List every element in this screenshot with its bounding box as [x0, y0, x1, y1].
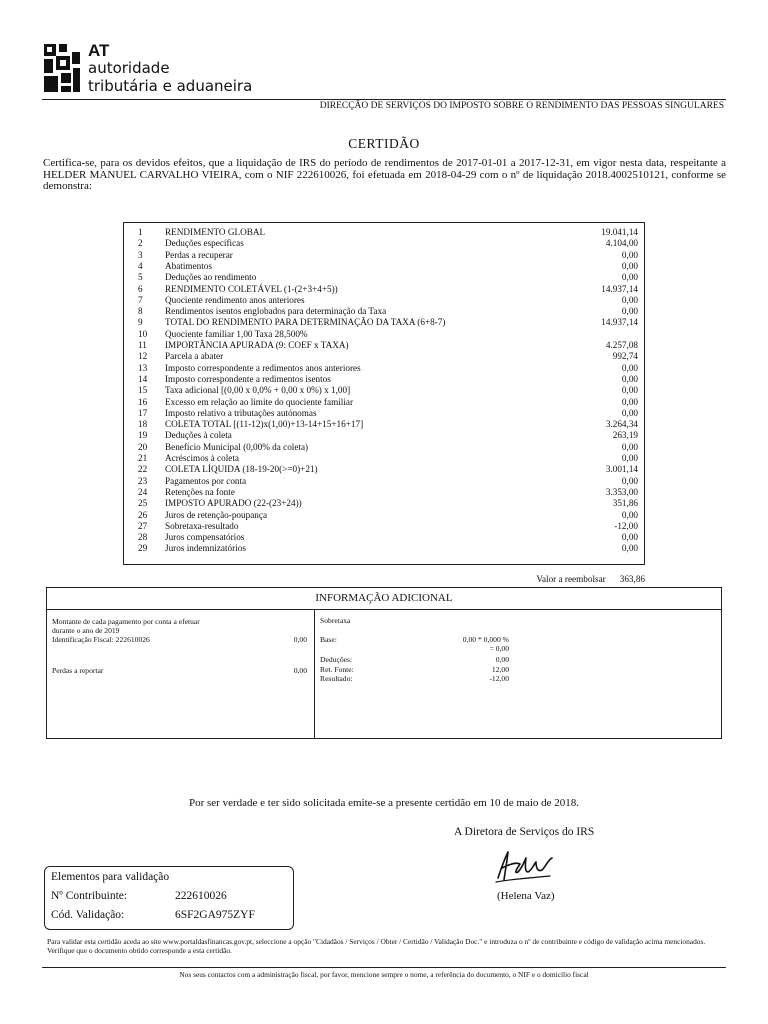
calc-row-description: Imposto correspondente a redimentos isentos [165, 373, 331, 384]
calc-row-description: Juros indemnizatórios [165, 543, 246, 554]
calc-row-value: 0,00 [621, 249, 638, 260]
calc-row [138, 532, 638, 543]
calc-row-value: 4.257,08 [605, 340, 638, 350]
validation-code-label: Cód. Validação: [51, 909, 125, 921]
calc-row-value: 3.353,00 [605, 486, 638, 497]
calc-row [138, 317, 638, 328]
calc-row-value: 0,00 [621, 362, 638, 373]
surcharge-withholding-value: 12,00 [491, 665, 509, 674]
calc-row-number: 7 [138, 294, 143, 305]
calc-row-description: IMPORTÂNCIA APURADA (9: COEF x TAXA) [165, 340, 349, 350]
intro-paragraph: Certifica-se, para os devidos efeitos, que a liquidação de IRS do período de rendimentos de 2017-01-01 a 2017-12-31, em vigor nesta data, respeitante a HELDER MANUEL CARVALHO VIEIRA, com o NIF 222610026, foi efetuada em 2018-04-29 com o nº de liquidação 2018.4002510121, conforme se demonstra: [43, 157, 726, 192]
calc-row-value: 0,00 [621, 453, 638, 463]
calc-row-description: RENDIMENTO COLETÁVEL (1-(2+3+4+5)) [165, 283, 338, 294]
calc-row [138, 250, 638, 261]
calc-row-number: 16 [138, 396, 148, 407]
calc-row [138, 272, 638, 283]
calc-row-description: COLETA TOTAL [(11-12)x(1,00)+13-14+15+16+17] [165, 419, 364, 430]
validation-instructions: Para validar esta certidão aceda ao site www.portaldasfinancas.gov.pt, seleccione a opção "Cidadãos / Serviços / Obter / Certidão / Validação Doc." e introduza o nº de contribuinte e código de validação acima mencionados. Verifique que o documento obtido corresponde a esta certidão. [47, 937, 706, 955]
calc-row-value: 0,00 [621, 294, 638, 305]
calc-row [138, 238, 638, 249]
calc-row-description: Juros de retenção-poupança [165, 509, 268, 520]
calc-row-number: 14 [138, 373, 148, 384]
calc-row [138, 306, 638, 317]
payment-label-line2: durante o ano de 2019 [52, 626, 120, 635]
calc-row-description: Deduções específicas [165, 238, 244, 249]
validation-title: Elementos para validação [51, 871, 170, 883]
calc-row-number: 25 [138, 498, 148, 509]
calc-row-number: 27 [138, 520, 148, 531]
calc-row-description: Juros compensatórios [165, 532, 245, 543]
calc-row-number: 3 [138, 249, 143, 260]
calc-row-number: 12 [138, 351, 148, 362]
calc-row-number: 20 [138, 441, 148, 452]
surcharge-withholding-label: Ret. Fonte: [320, 665, 354, 674]
calc-row-value: 3.264,34 [605, 419, 638, 430]
calc-row [138, 487, 638, 498]
calc-row-description: Imposto correspondente a redimentos anos anteriores [165, 362, 361, 373]
calc-row [138, 510, 638, 521]
calculation-table [123, 222, 645, 565]
calc-row [138, 476, 638, 487]
calc-row-value: 0,00 [621, 272, 638, 283]
additional-info-box [46, 587, 722, 739]
calc-row [138, 329, 638, 340]
calc-row-description: Deduções ao rendimento [165, 272, 257, 283]
brand-line-1: autoridade [88, 59, 170, 77]
nif-value: 0,00 [293, 635, 307, 644]
calc-row-description: RENDIMENTO GLOBAL [165, 227, 266, 237]
info-column-divider [314, 609, 315, 739]
calc-row-description: Taxa adicional [(0,00 x 0,0% + 0,00 x 0%) x 1,00] [165, 385, 351, 396]
calc-row-description: TOTAL DO RENDIMENTO PARA DETERMINAÇÃO DA TAXA (6+8-7) [165, 317, 446, 328]
surcharge-result-label: Resultado: [320, 674, 353, 683]
calc-row [138, 543, 638, 554]
calc-row [138, 284, 638, 295]
calc-row-value: 0,00 [621, 306, 638, 317]
calc-row [138, 430, 638, 441]
calc-row-value: 0,00 [621, 475, 638, 486]
calc-row-value: 0,00 [621, 396, 638, 407]
calc-row-value: 351,86 [612, 498, 638, 509]
calc-row-description: Perdas a recuperar [165, 249, 233, 260]
surcharge-base-value: 0,00 * 0,000 % [462, 635, 509, 644]
validation-box [44, 866, 294, 930]
refund-label: Valor a reembolsar [536, 574, 606, 584]
calc-row-number: 13 [138, 362, 148, 373]
brand-line-2: tributária e aduaneira [88, 77, 253, 95]
signature-image [492, 848, 556, 886]
calc-row-description: Retenções na fonte [165, 486, 235, 497]
calc-row [138, 351, 638, 362]
footer-contact-note: Nos seus contactos com a administração fiscal, por favor, mencione sempre o nome, a referência do documento, o NIF e o domicílio fiscal [179, 970, 589, 979]
calc-row-description: Parcela a abater [165, 351, 224, 362]
calc-row-number: 21 [138, 453, 148, 463]
calc-row [138, 521, 638, 532]
calc-row-description: Quociente rendimento anos anteriores [165, 294, 305, 305]
calc-row-value: 0,00 [621, 543, 638, 554]
calc-row-number: 17 [138, 407, 148, 418]
closing-statement: Por ser verdade e ter sido solicitada emite-se a presente certidão em 10 de maio de 2018. [188, 797, 580, 809]
calc-row-number: 18 [138, 419, 148, 430]
calc-row [138, 464, 638, 475]
calc-row [138, 408, 638, 419]
calc-row-value: 263,19 [612, 430, 638, 441]
calc-row-description: Imposto relativo a tributações autónomas [165, 407, 317, 418]
at-logo [42, 42, 292, 98]
calc-row-number: 1 [138, 227, 143, 237]
calc-row [138, 374, 638, 385]
calc-row-value: 0,00 [621, 509, 638, 520]
calc-row [138, 442, 638, 453]
surcharge-deductions-value: 0,00 [495, 655, 509, 664]
calc-row-description: Rendimentos isentos englobados para determinação da Taxa [165, 306, 387, 317]
surcharge-base-result: = 0,00 [489, 644, 509, 653]
calc-row-value: 992,74 [612, 351, 638, 362]
additional-info-title: INFORMAÇÃO ADICIONAL [47, 588, 721, 610]
page-title: CERTIDÃO [348, 136, 420, 151]
calc-row [138, 363, 638, 374]
calc-row-number: 4 [138, 260, 143, 271]
calc-row-description: Deduções à coleta [165, 430, 232, 441]
footer-divider [42, 967, 726, 968]
calc-row [138, 340, 638, 351]
contributor-label: Nº Contribuinte: [51, 890, 128, 902]
calc-row-value: 14.937,14 [601, 283, 638, 294]
calc-row-description: Abatimentos [165, 260, 212, 271]
calc-row-number: 5 [138, 272, 143, 283]
contributor-value: 222610026 [175, 890, 227, 902]
header-divider [42, 99, 726, 100]
calc-row-description: Excesso em relação ao limite do quociente familiar [165, 396, 354, 407]
calc-row-number: 10 [138, 328, 148, 339]
calc-row-number: 15 [138, 385, 148, 396]
calc-row-description: COLETA LÍQUIDA (18-19-20(>=0)+21) [165, 464, 318, 475]
calc-row-number: 26 [138, 509, 148, 520]
surcharge-deductions-label: Deduções: [320, 655, 353, 664]
calc-row [138, 261, 638, 272]
surcharge-heading: Sobretaxa [320, 616, 351, 625]
at-emblem-icon [42, 42, 82, 94]
calc-row-number: 29 [138, 543, 148, 554]
calc-row-number: 11 [138, 340, 147, 350]
calc-row-value: 3.001,14 [605, 464, 638, 475]
calc-row-value: 14.937,14 [601, 317, 638, 328]
calc-row-value: 0,00 [621, 407, 638, 418]
nif-label: Identificação Fiscal: 222610026 [52, 635, 150, 644]
refund-value: 363,86 [619, 574, 645, 584]
calc-row-description: IMPOSTO APURADO (22-(23+24)) [165, 498, 302, 509]
calc-row-description: Acréscimos à coleta [165, 453, 239, 463]
calc-row-number: 8 [138, 306, 143, 317]
calc-row [138, 419, 638, 430]
calc-row-value: 4.104,00 [605, 238, 638, 249]
signatory-title: A Diretora de Serviços do IRS [454, 826, 595, 838]
calc-row-value: 0,00 [621, 532, 638, 543]
calc-row-value: 0,00 [621, 441, 638, 452]
calc-row-value: 0,00 [621, 373, 638, 384]
calc-row-description: Benefício Municipal (0,00% da coleta) [165, 441, 309, 452]
department-name: DIRECÇÃO DE SERVIÇOS DO IMPOSTO SOBRE O RENDIMENTO DAS PESSOAS SINGULARES [319, 101, 724, 111]
calc-row-number: 9 [138, 317, 143, 328]
calc-row-value: 19.041,14 [601, 227, 638, 237]
refund-line [536, 574, 645, 584]
calc-row [138, 295, 638, 306]
surcharge-base-label: Base: [320, 635, 337, 644]
calc-row-description: Sobretaxa-resultado [165, 520, 239, 531]
losses-value: 0,00 [293, 666, 307, 675]
calc-row-number: 24 [138, 486, 148, 497]
calc-row [138, 227, 638, 238]
calc-row-value: 0,00 [621, 260, 638, 271]
brand-short: AT [88, 41, 110, 60]
calc-row-number: 22 [138, 464, 148, 475]
calc-row-number: 28 [138, 532, 148, 543]
payment-label-line1: Montante de cada pagamento por conta a efetuar [52, 617, 200, 626]
calc-row-value: 0,00 [621, 385, 638, 396]
calc-row-value: -12,00 [614, 520, 638, 531]
calc-row-number: 23 [138, 475, 148, 486]
calc-row-number: 2 [138, 238, 143, 249]
losses-label: Perdas a reportar [52, 666, 104, 675]
calc-row-number: 6 [138, 283, 143, 294]
calc-row [138, 453, 638, 464]
calc-row [138, 385, 638, 396]
calc-row-number: 19 [138, 430, 148, 441]
validation-code-value: 6SF2GA975ZYF [175, 909, 255, 921]
calc-row [138, 498, 638, 509]
surcharge-result-value: -12,00 [489, 674, 509, 683]
signatory-name: (Helena Vaz) [497, 890, 555, 902]
calc-row-description: Pagamentos por conta [165, 475, 247, 486]
calc-row [138, 397, 638, 408]
calc-row-description: Quociente familiar 1,00 Taxa 28,500% [165, 328, 308, 339]
